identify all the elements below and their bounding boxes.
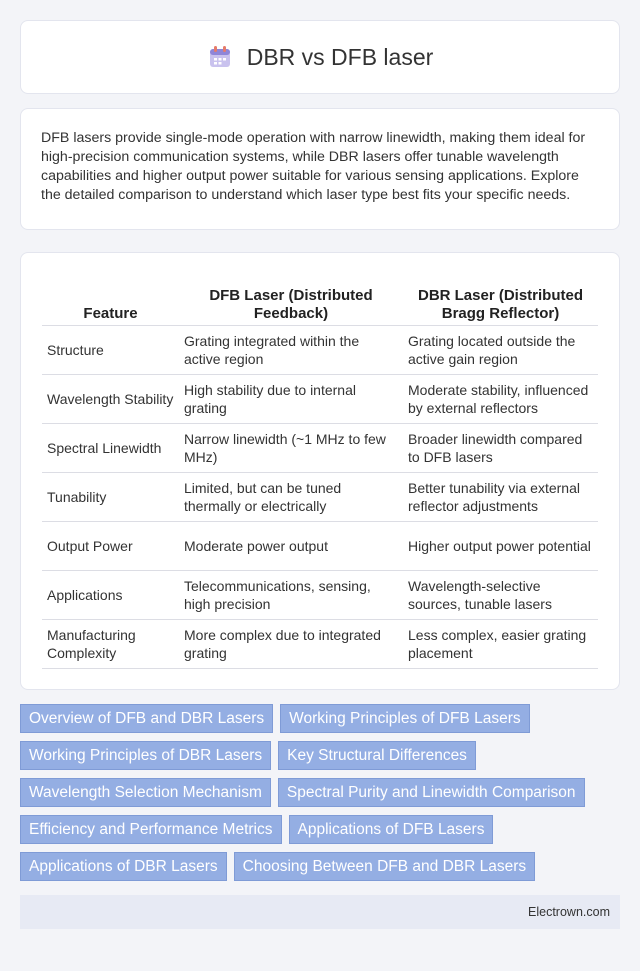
cell-dbr: Better tunability via external reflector adjustments <box>403 472 598 521</box>
topic-tag[interactable]: Choosing Between DFB and DBR Lasers <box>234 852 535 881</box>
header-feature: Feature <box>42 273 179 325</box>
footer <box>20 895 620 929</box>
footer-site: Electrown.com <box>528 904 610 919</box>
table-row <box>42 472 598 521</box>
table-row <box>42 423 598 472</box>
topic-tag[interactable]: Key Structural Differences <box>278 741 476 770</box>
table-header-row <box>42 273 598 325</box>
cell-dfb: More complex due to integrated grating <box>179 619 403 668</box>
cell-feature: Output Power <box>42 521 179 570</box>
comparison-table <box>42 273 598 669</box>
topic-tag[interactable]: Overview of DFB and DBR Lasers <box>20 704 273 733</box>
cell-dbr: Broader linewidth compared to DFB lasers <box>403 423 598 472</box>
table-row <box>42 570 598 619</box>
topic-tag[interactable]: Working Principles of DBR Lasers <box>20 741 271 770</box>
table-row <box>42 374 598 423</box>
topic-tag[interactable]: Wavelength Selection Mechanism <box>20 778 271 807</box>
comparison-table-card <box>20 252 620 690</box>
cell-dfb: Limited, but can be tuned thermally or electrically <box>179 472 403 521</box>
cell-feature: Wavelength Stability <box>42 374 179 423</box>
topic-tag[interactable]: Applications of DBR Lasers <box>20 852 227 881</box>
page-title: DBR vs DFB laser <box>246 43 434 70</box>
title-card <box>20 20 620 94</box>
cell-dfb: Narrow linewidth (~1 MHz to few MHz) <box>179 423 403 472</box>
intro-card <box>20 108 620 230</box>
cell-dbr: Grating located outside the active gain region <box>403 325 598 374</box>
topic-tag[interactable]: Applications of DFB Lasers <box>289 815 494 844</box>
cell-feature: Tunability <box>42 472 179 521</box>
cell-dfb: Telecommunications, sensing, high precision <box>179 570 403 619</box>
cell-dfb: High stability due to internal grating <box>179 374 403 423</box>
calendar-icon <box>207 44 233 70</box>
related-topics <box>20 704 620 881</box>
header-dfb: DFB Laser (Distributed Feedback) <box>179 273 403 325</box>
header-dbr: DBR Laser (Distributed Bragg Reflector) <box>403 273 598 325</box>
topic-tag[interactable]: Spectral Purity and Linewidth Comparison <box>278 778 585 807</box>
cell-dbr: Wavelength-selective sources, tunable lasers <box>403 570 598 619</box>
cell-feature: Spectral Linewidth <box>42 423 179 472</box>
cell-feature: Applications <box>42 570 179 619</box>
table-row <box>42 521 598 570</box>
topic-tag[interactable]: Efficiency and Performance Metrics <box>20 815 282 844</box>
cell-dfb: Grating integrated within the active region <box>179 325 403 374</box>
cell-dbr: Less complex, easier grating placement <box>403 619 598 668</box>
cell-dbr: Moderate stability, influenced by external reflectors <box>403 374 598 423</box>
cell-dbr: Higher output power potential <box>403 521 598 570</box>
cell-feature: Manufacturing Complexity <box>42 619 179 668</box>
cell-feature: Structure <box>42 325 179 374</box>
table-row <box>42 325 598 374</box>
topic-tag[interactable]: Working Principles of DFB Lasers <box>280 704 529 733</box>
table-row <box>42 619 598 668</box>
cell-dfb: Moderate power output <box>179 521 403 570</box>
intro-text: DFB lasers provide single-mode operation with narrow linewidth, making them ideal for high-precision communication systems, while DBR lasers offer tunable wavelength capabilities and higher output power suitable for various sensing applications. Explore the detailed comparison to understand which laser type best fits your specific needs. <box>41 130 586 203</box>
